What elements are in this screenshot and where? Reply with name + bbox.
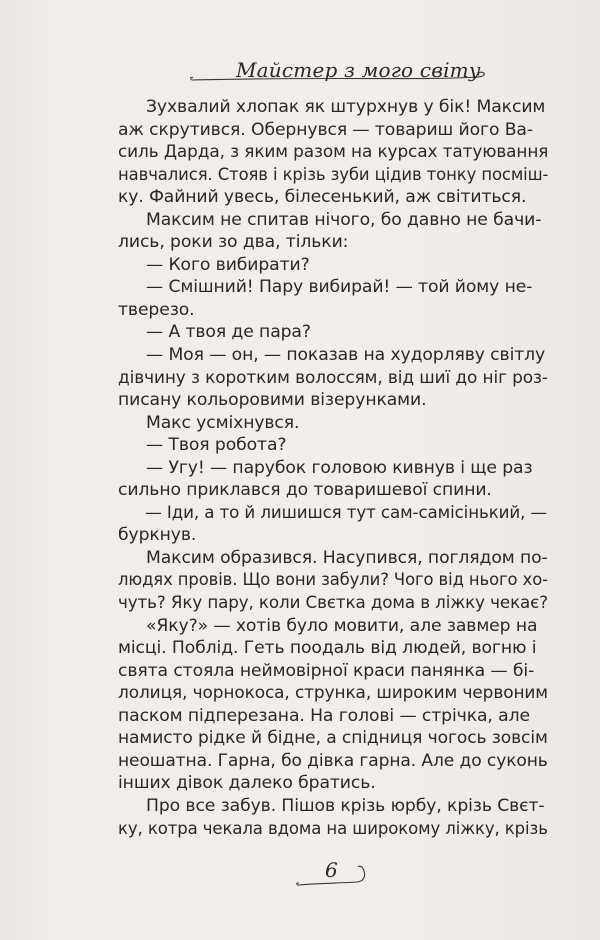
text-line: — Смішний! Пару вибирай! — той йому не- [146,277,533,298]
text-line: ку. Файний увесь, білесенький, аж світиться. [118,187,527,208]
text-line: лись, роки зо два, тільки: [118,232,349,253]
text-line: свята стояла неймовірної краси панянка — бі- [118,660,535,681]
text-line: місці. Поблід. Геть поодаль від людей, вогню і [118,638,537,659]
text-line: навчалися. Стояв і крізь зуби цідив тонку посміш- [118,164,549,185]
text-line: дівчину з коротким волоссям, від шиї до ніг роз- [118,367,548,388]
text-line: лолиця, чорнокоса, струнка, широким червоним [118,683,548,704]
running-title: Майстер з мого світу [236,58,481,82]
text-line: людях провів. Що вони забули? Чого від нього хо- [118,570,548,591]
text-line: паском підперезана. На голові — стрічка, але [118,705,530,726]
text-line: буркнув. [118,525,197,546]
text-line: чуть? Яку пару, коли Свєтка дома в ліжку чекає? [118,593,549,614]
text-line: намисто рідке й бідне, а спідниця чогось зовсім [118,728,548,749]
text-line: «Яку?» — хотів було мовити, але завмер на [146,615,538,636]
text-line: ку, котра чекала вдома на широкому ліжку, крізь [118,818,548,839]
text-line: тверезо. [118,299,195,320]
text-line: — Кого вибирати? [146,254,310,275]
text-line: інших дівок далеко братись. [118,773,376,794]
text-line: — Угу! — парубок головою кивнув і ще раз [146,457,533,478]
text-line: сильно приклався до товаришевої спини. [118,480,492,501]
text-line: Зухвалий хлопак як штурхнув у бік! Максим [146,97,546,117]
text-line: — А твоя де пара? [146,322,311,343]
text-line: Максим образився. Насупився, поглядом по- [146,547,548,568]
text-line: — Твоя робота? [146,435,287,456]
text-line: неошатна. Гарна, бо дівка гарна. Але до суконь [118,750,548,771]
text-line: — Іди, а то й лишишся тут сам-самісінький, — [145,502,548,523]
text-line: Про все забув. Пішов крізь юрбу, крізь Свєт- [146,795,545,816]
text-line: — Моя — он, — показав на худорляву світлу [146,345,546,366]
body-text [118,96,548,840]
text-line: аж скрутився. Обернувся — товариш його Ва- [118,119,533,140]
text-line: силь Дарда, з яким разом на курсах татуювання [118,142,549,163]
text-line: Макс усміхнувся. [146,412,300,433]
text-line: Максим не спитав нічого, бо давно не бачи- [146,209,542,230]
page-number: 6 [325,858,338,882]
page-folio [295,856,375,892]
running-header [190,54,490,94]
text-line: писану кольоровими візерунками. [118,390,427,411]
